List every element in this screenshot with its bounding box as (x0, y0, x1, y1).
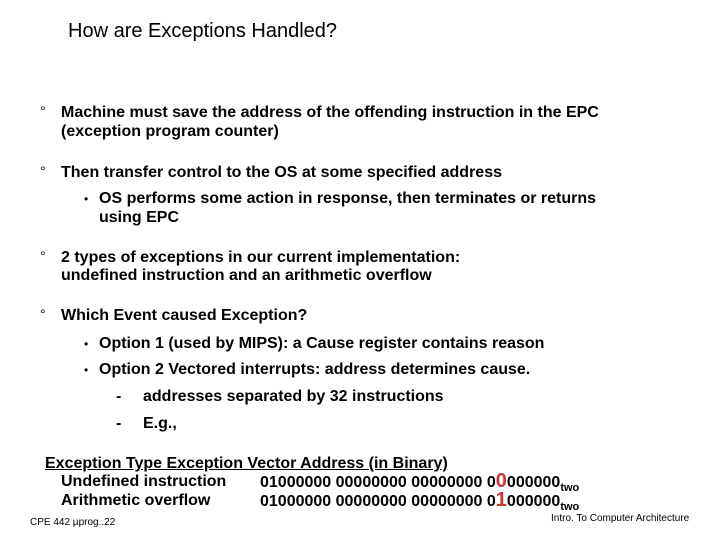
highlight-bit: 1 (495, 489, 507, 511)
bullet-1-line-1: Machine must save the address of the offending instruction in the EPC (61, 104, 599, 121)
bullet-4-sub-2: Option 2 Vectored interrupts: address determines cause. (99, 361, 531, 378)
slide-title: How are Exceptions Handled? (68, 20, 338, 42)
bullet-2-sub-1-line-1: OS performs some action in response, then terminates or returns (99, 190, 597, 207)
footer-right: Intro. To Computer Architecture (551, 513, 690, 524)
table-row-2-address (260, 491, 579, 517)
bullet-2-line-1: Then transfer control to the OS at some specified address (61, 164, 502, 181)
table-row-2-name: Arithmetic overflow (61, 492, 211, 509)
bullet-1-line-2: (exception program counter) (61, 123, 279, 140)
footer-left: CPE 442 µprog..22 (30, 517, 116, 528)
base-subscript: two (560, 501, 580, 513)
sub-bullet-marker-4-1: • (84, 337, 89, 351)
bullet-marker-3: ° (40, 248, 46, 264)
bullet-4-sub-1: Option 1 (used by MIPS): a Cause register contains reason (99, 335, 545, 352)
bullet-marker-4: ° (40, 306, 46, 322)
bullet-marker-1: ° (40, 103, 46, 119)
table-header: Exception Type Exception Vector Address (in Binary) (45, 455, 448, 472)
address-suffix: 000000 (506, 493, 561, 510)
bullet-3-line-2: undefined instruction and an arithmetic overflow (61, 267, 432, 284)
highlight-bit: 0 (495, 470, 507, 492)
sub-bullet-marker-2-1: • (84, 192, 89, 206)
bullet-4-dash-2: E.g., (143, 415, 177, 432)
bullet-marker-2: ° (40, 163, 46, 179)
dash-marker-1: - (116, 388, 122, 405)
bullet-4-line-1: Which Event caused Exception? (61, 307, 308, 324)
base-subscript: two (560, 482, 580, 494)
sub-bullet-marker-4-2: • (84, 363, 89, 377)
bullet-4-dash-1: addresses separated by 32 instructions (143, 388, 444, 405)
bullet-3-line-1: 2 types of exceptions in our current implementation: (61, 249, 461, 266)
address-prefix: 01000000 00000000 00000000 0 (260, 474, 496, 491)
table-row-1-name: Undefined instruction (61, 473, 227, 490)
dash-marker-2: - (116, 415, 122, 432)
bullet-2-sub-1-line-2: using EPC (99, 209, 180, 226)
address-suffix: 000000 (506, 474, 561, 491)
address-prefix: 01000000 00000000 00000000 0 (260, 493, 496, 510)
